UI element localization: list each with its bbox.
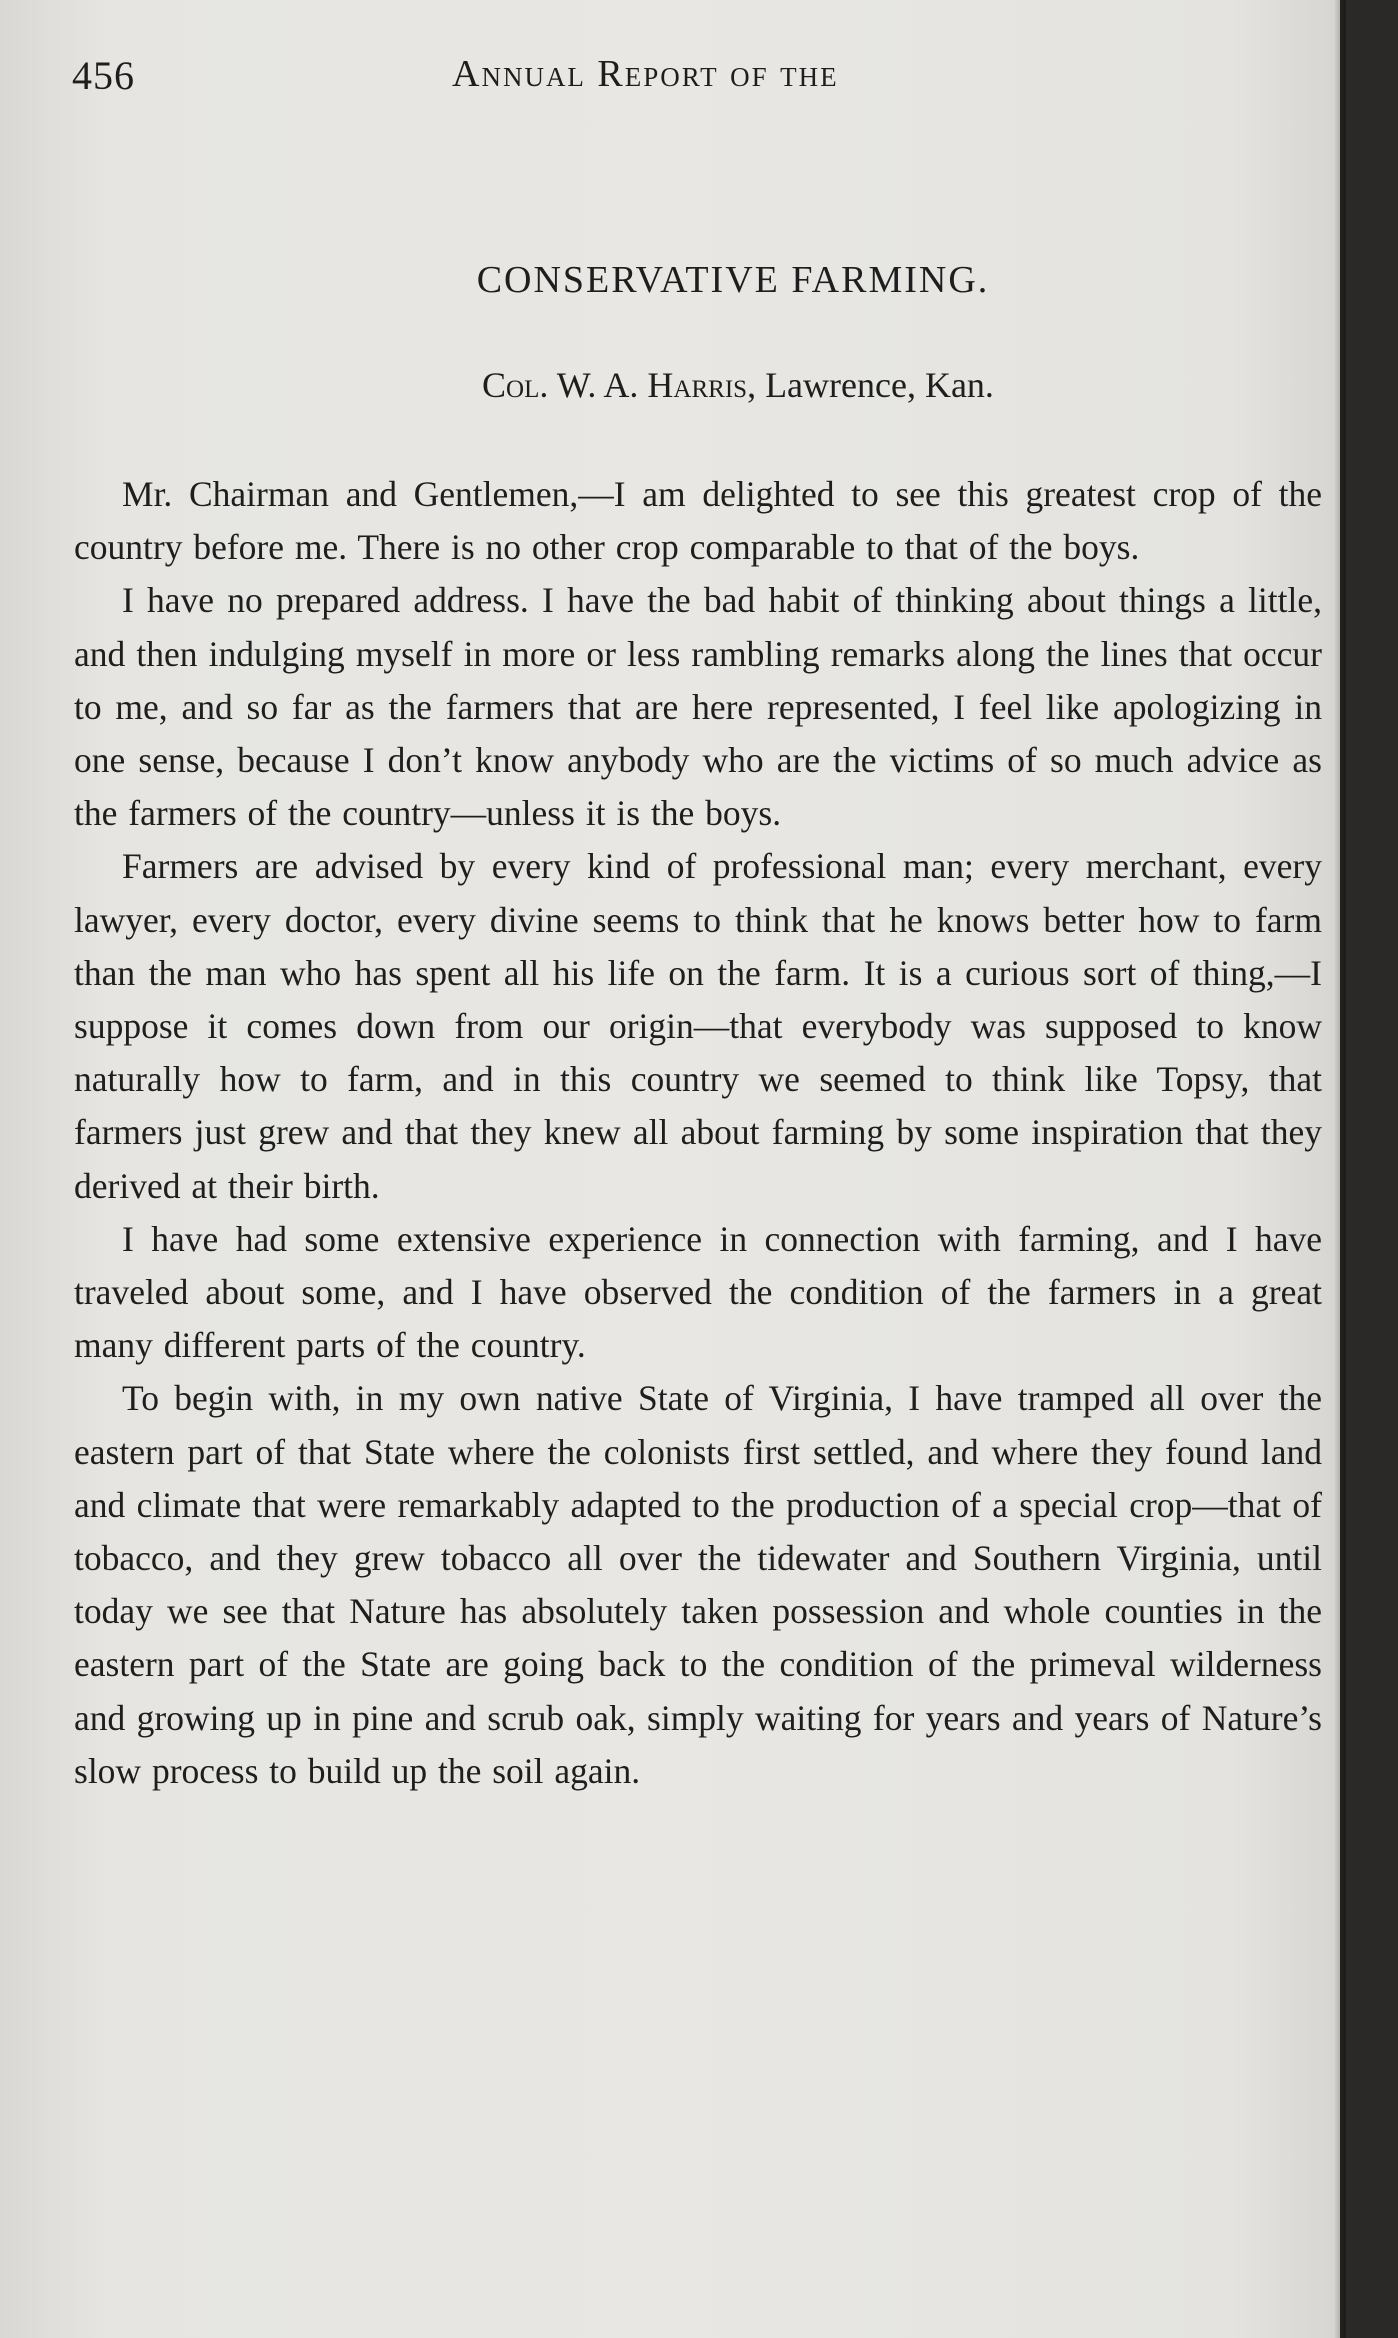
byline xyxy=(74,364,1322,406)
running-title: Annual Report of the xyxy=(452,53,839,95)
article-title: CONSERVATIVE FARMING. xyxy=(476,259,990,301)
paragraph-5: To begin with, in my own native State of Virginia, I have tramped all over the eastern part of that State where the colonists first settled, and where they found land and climate that were remarkably adapted to the production of a special crop—that of tobacco, and they grew tobacco all over the tidewater and Southern Virginia, until today we see that Nature has absolutely taken possession and whole counties in the eastern part of the State are going back to the condition of the primeval wilderness and growing up in pine and scrub oak, simply waiting for years and years of Nature’s slow process to build up the soil again. xyxy=(74,1378,1322,1791)
paragraph-3: Farmers are advised by every kind of professional man; every merchant, every lawyer, every doctor, every divine seems to think that he knows better how to farm than the man who has spent all his life on the farm. It is a curious sort of thing,—I suppose it comes down from our origin—that everybody was supposed to know naturally how to farm, and in this country we seemed to think like Topsy, that farmers just grew and that they knew all about farming by some inspiration that they derived at their birth. xyxy=(74,846,1322,1206)
paragraph-4: I have had some extensive experience in connection with farming, and I have traveled about some, and I have observed the condition of the farmers in a great many different parts of the country. xyxy=(74,1218,1322,1366)
paragraph-1: Mr. Chairman and Gentlemen,—I am delighted to see this greatest crop of the country before me. There is no other crop comparable to that of the boys. xyxy=(74,474,1322,568)
article xyxy=(74,258,1322,1798)
running-head xyxy=(72,52,1322,112)
paragraph-2: I have no prepared address. I have the bad habit of thinking about things a little, and then indulging myself in more or less rambling remarks along the lines that occur to me, and so far as the farmers that are here represented, I feel like apologizing in one sense, because I don’t know anybody who are the victims of so much advice as the farmers of the country—unless it is the boys. xyxy=(74,580,1322,834)
page-number: 456 xyxy=(72,53,135,98)
author-location: , Lawrence, Kan. xyxy=(747,365,994,405)
author-name: Col. W. A. Harris xyxy=(482,365,748,405)
